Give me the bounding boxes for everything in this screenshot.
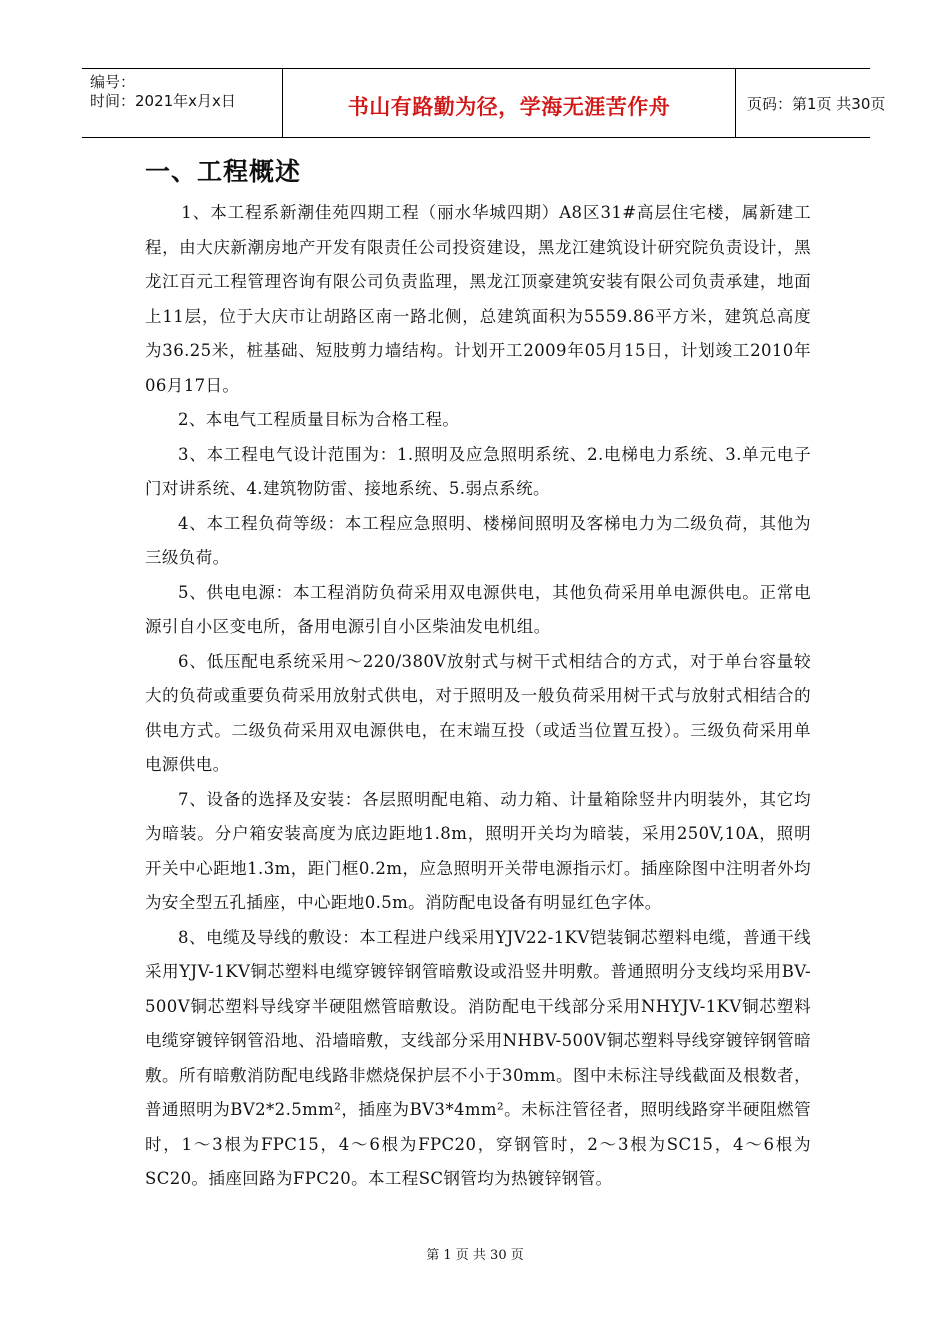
- page-number: 页码：第1页 共30页: [747, 95, 886, 113]
- header-meta-cell: [82, 69, 282, 137]
- paragraph-7: 7、设备的选择及安装：各层照明配电箱、动力箱、计量箱除竖井内明装外，其它均为暗装。分户箱安装高度为底边距地1.8m，照明开关均为暗装，采用250V,10A，照明开关中心距地1.3m，距门框0.2m，应急照明开关带电源指示灯。插座除图中注明者外均为安全型五孔插座，中心距地0.5m。消防配电设备有明显红色字体。: [145, 789, 811, 912]
- paragraph-3: 3、本工程电气设计范围为：1.照明及应急照明系统、2.电梯电力系统、3.单元电子门对讲系统、4.建筑物防雷、接地系统、5.弱点系统。: [145, 444, 811, 498]
- document-body: [145, 196, 811, 1197]
- paragraph-8: 8、电缆及导线的敷设：本工程进户线采用YJV22-1KV铠装铜芯塑料电缆，普通干线采用YJV-1KV铜芯塑料电缆穿镀锌钢管暗敷设或沿竖井明敷。普通照明分支线均采用BV-500V铜芯塑料导线穿半硬阻燃管暗敷设。消防配电干线部分采用NHYJV-1KV铜芯塑料电缆穿镀锌钢管沿地、沿墙暗敷，支线部分采用NHBV-500V铜芯塑料导线穿镀锌钢管暗敷。所有暗敷消防配电线路非燃烧保护层不小于30mm。图中未标注导线截面及根数者，普通照明为BV2*2.5mm²，插座为BV3*4mm²。未标注管径者，照明线路穿半硬阻燃管时，1～3根为FPC15，4～6根为FPC20，穿钢管时，2～3根为SC15，4～6根为SC20。插座回路为FPC20。本工程SC钢管均为热镀锌钢管。: [145, 927, 811, 1188]
- paragraph-6: 6、低压配电系统采用～220/380V放射式与树干式相结合的方式，对于单台容量较大的负荷或重要负荷采用放射式供电，对于照明及一般负荷采用树干式与放射式相结合的供电方式。二级负荷采用双电源供电，在末端互投（或适当位置互投）。三级负荷采用单电源供电。: [145, 651, 811, 774]
- paragraph-2: 2、本电气工程质量目标为合格工程。: [178, 410, 460, 429]
- page-footer: 第 1 页 共 30 页: [426, 1248, 524, 1263]
- paragraph-4: 4、本工程负荷等级：本工程应急照明、楼梯间照明及客梯电力为二级负荷，其他为三级负荷。: [145, 513, 811, 567]
- page-header: [82, 68, 886, 138]
- header-motto-cell: [282, 69, 736, 137]
- header-motto: 书山有路勤为径，学海无涯苦作舟: [347, 95, 671, 119]
- paragraph-1: 1、本工程系新潮佳苑四期工程（丽水华城四期）A8区31#高层住宅楼，属新建工程，由大庆新潮房地产开发有限责任公司投资建设，黑龙江建筑设计研究院负责设计，黑龙江百元工程管理咨询有限公司负责监理，黑龙江顶豪建筑安装有限公司负责承建，地面上11层，位于大庆市让胡路区南一路北侧，总建筑面积为5559.86平方米，建筑总高度为36.25米，桩基础、短肢剪力墙结构。计划开工2009年05月15日，计划竣工2010年06月17日。: [145, 203, 811, 395]
- document-date: 时间：2021年x月x日: [90, 92, 236, 110]
- paragraph-5: 5、供电电源：本工程消防负荷采用双电源供电，其他负荷采用单电源供电。正常电源引自小区变电所，备用电源引自小区柴油发电机组。: [145, 582, 811, 636]
- document-number: 编号：: [90, 73, 136, 91]
- header-page-cell: [735, 69, 886, 137]
- section-title: 一、工程概述: [145, 157, 302, 186]
